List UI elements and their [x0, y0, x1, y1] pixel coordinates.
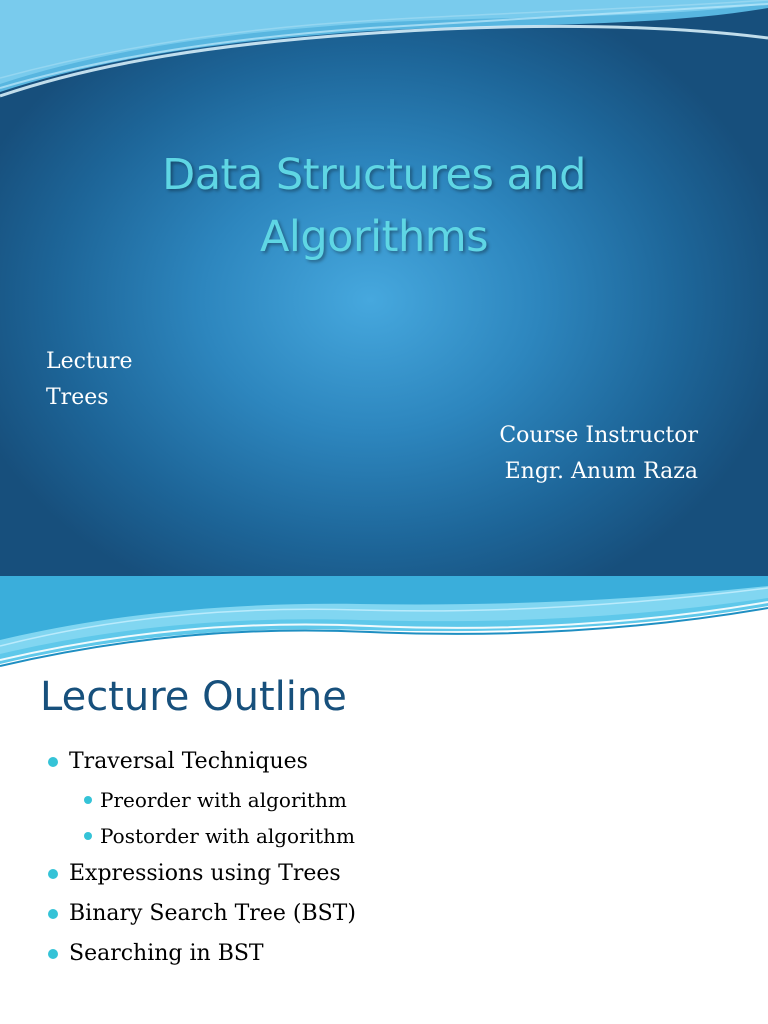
slide-title	[100, 144, 648, 268]
list-item	[48, 818, 356, 854]
bullet-dot-icon	[48, 949, 58, 959]
list-item	[48, 854, 356, 894]
instructor-label: Course Instructor	[499, 423, 698, 448]
outline-slide	[0, 576, 768, 1024]
bullet-dot-icon	[84, 796, 92, 804]
list-item-text: Postorder with algorithm	[100, 824, 355, 848]
list-item-text: Searching in BST	[69, 941, 264, 966]
list-item	[48, 894, 356, 934]
bullet-dot-icon	[48, 909, 58, 919]
bullet-dot-icon	[48, 869, 58, 879]
slide-title-line-2: Algorithms	[260, 212, 488, 262]
list-item	[48, 782, 356, 818]
list-item-text: Preorder with algorithm	[100, 788, 347, 812]
bullet-dot-icon	[48, 757, 58, 767]
lecture-topic-text: Trees	[46, 385, 109, 410]
wave-decoration-header	[0, 576, 768, 671]
list-item	[48, 934, 356, 974]
outline-list	[48, 742, 356, 974]
lecture-label: Lecture	[46, 349, 133, 374]
bullet-dot-icon	[84, 832, 92, 840]
list-item-text: Expressions using Trees	[69, 861, 341, 886]
list-item-text: Binary Search Tree (BST)	[69, 901, 356, 926]
instructor-info	[499, 418, 698, 490]
lecture-topic	[46, 344, 133, 416]
slide-title-line-1: Data Structures and	[162, 150, 586, 200]
list-item-text: Traversal Techniques	[69, 749, 308, 774]
outline-title: Lecture Outline	[40, 674, 347, 720]
list-item	[48, 742, 356, 782]
instructor-name: Engr. Anum Raza	[504, 459, 698, 484]
